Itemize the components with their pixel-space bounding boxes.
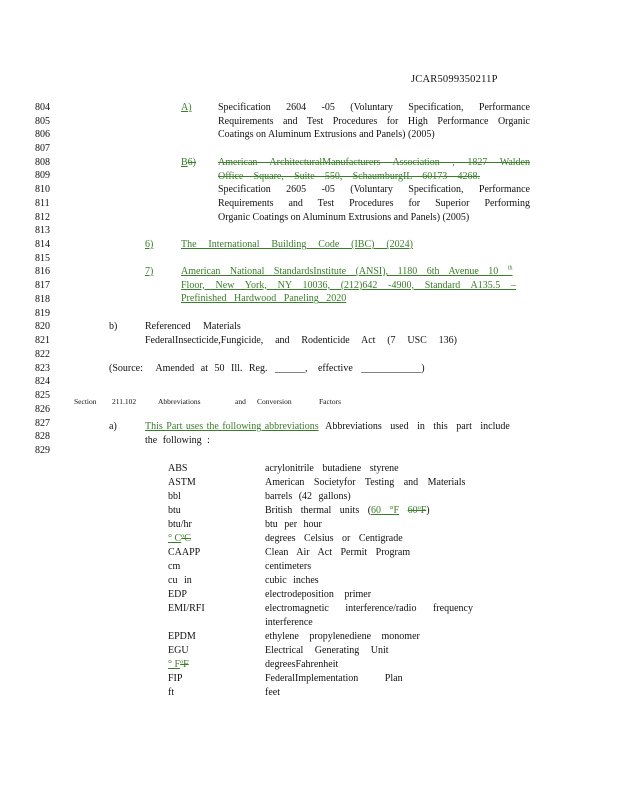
item-a-line: Coatings on Aluminum Extrusions and Panels) (2005) <box>218 129 435 141</box>
item-7-text <box>181 265 516 306</box>
abbr-term-inserted: ° C <box>168 533 182 544</box>
item-a-text <box>218 101 530 142</box>
abbr-definition: Clean Air Act Permit Program <box>265 547 411 558</box>
abbr-definition-line: interference <box>265 616 313 628</box>
line-number: 825 <box>35 390 50 401</box>
section-heading <box>74 395 342 409</box>
item-b-line: Specification 2605 -05 (Voluntary Specification, Performance <box>218 184 530 196</box>
line-number: 824 <box>35 376 50 387</box>
item-b-label-inserted: B <box>181 157 188 168</box>
line-number: 828 <box>35 431 50 442</box>
item-b-label-deleted: 6) <box>187 157 197 168</box>
item-a-label: A) <box>181 102 192 113</box>
line-number: 827 <box>35 418 50 429</box>
abbr-term: btu <box>168 505 181 516</box>
section-title-1: Abbreviations <box>158 397 201 406</box>
abbr-term: cm <box>168 561 181 572</box>
intro-inserted: This Part uses the following abbreviations <box>145 421 319 432</box>
abbr-definition: feet <box>265 687 280 698</box>
source-amended: Amended at 50 Ill. Reg. <box>155 363 268 374</box>
source-blank-1: ______ <box>274 363 305 374</box>
line-number: 819 <box>35 308 50 319</box>
source-close: ) <box>421 363 425 374</box>
abbr-term <box>168 532 191 546</box>
intro-line: the following : <box>145 434 210 446</box>
item-7-superscript: th <box>507 265 513 272</box>
source-note <box>109 362 425 376</box>
line-number: 822 <box>35 349 50 360</box>
abbr-term-deleted: ºC <box>181 533 191 544</box>
abbr-definition: acrylonitrile butadiene styrene <box>265 463 399 474</box>
line-number: 813 <box>35 225 50 236</box>
line-number: 806 <box>35 129 50 140</box>
line-number: 809 <box>35 170 50 181</box>
intro-label: a) <box>109 421 117 432</box>
abbr-definition <box>265 504 430 518</box>
line-number: 805 <box>35 116 50 127</box>
item-b-label <box>181 156 196 170</box>
abbr-definition: cubic inches <box>265 575 319 586</box>
abbr-definition <box>265 602 473 629</box>
line-number: 817 <box>35 280 50 291</box>
abbr-term-inserted: ° F <box>168 659 181 670</box>
referenced-label: b) <box>109 321 118 332</box>
abbr-definition: Electrical Generating Unit <box>265 645 389 656</box>
item-b-deleted-line: American ArchitecturalManufacturers Association , 1827 Walden <box>218 157 530 168</box>
line-number: 814 <box>35 239 50 250</box>
abbr-term: cu in <box>168 575 192 586</box>
abbr-term: ABS <box>168 463 188 474</box>
item-6-label: 6) <box>145 239 154 250</box>
abbr-term: ft <box>168 687 175 698</box>
abbr-definition-end: ) <box>426 505 430 516</box>
abbr-term: ASTM <box>168 477 196 488</box>
line-number: 812 <box>35 212 50 223</box>
item-b-line: Requirements and Test Procedures for Superior Performing <box>218 198 530 210</box>
referenced-line: FederalInsecticide,Fungicide, and Rodenticide Act (7 USC 136) <box>145 335 457 346</box>
document-id: JCAR5099350211P <box>411 74 498 85</box>
item-6-text <box>181 238 413 252</box>
abbr-definition: centimeters <box>265 561 312 572</box>
item-7-line: Floor, New York, NY 10036, (212)642 -4900, Standard A135.5 – <box>181 279 516 291</box>
item-6-line: The International Building Code (IBC) (2024) <box>181 239 413 250</box>
line-number: 811 <box>35 198 50 209</box>
line-number: 826 <box>35 404 50 415</box>
abbr-definition-text: British thermal units ( <box>265 505 372 516</box>
abbr-definition: degrees Celsius or Centigrade <box>265 533 403 544</box>
item-7-line <box>181 265 516 279</box>
abbr-term: EPDM <box>168 631 196 642</box>
abbr-term: EDP <box>168 589 187 600</box>
intro-text <box>145 420 530 447</box>
abbr-term-deleted: ºF <box>180 659 189 670</box>
section-title-3: Conversion <box>257 397 292 406</box>
source-prefix: (Source: <box>109 363 143 374</box>
abbr-definition: ethylene propylenediene monomer <box>265 631 420 642</box>
section-title-2: and <box>235 397 246 406</box>
section-number: 211.102 <box>112 397 137 406</box>
abbr-definition: degreesFahrenheit <box>265 659 339 670</box>
item-7-label: 7) <box>145 266 154 277</box>
abbr-term: FIP <box>168 673 183 684</box>
abbr-definition: FederalImplementation Plan <box>265 673 403 684</box>
abbr-definition-deleted: 60ºF <box>407 505 427 516</box>
line-number: 818 <box>35 294 50 305</box>
item-b-deleted-line: Office Square, Suite 550, SchaumburgIL 60173 4268. <box>218 170 480 182</box>
abbr-term: EMI/RFI <box>168 603 205 614</box>
section-label: Section <box>74 397 97 406</box>
line-number: 820 <box>35 321 50 332</box>
abbr-term: CAAPP <box>168 547 201 558</box>
intro-rest: Abbreviations used in this part include <box>325 421 510 432</box>
source-blank-2: ____________ <box>361 363 422 374</box>
line-number: 816 <box>35 266 50 277</box>
line-number: 815 <box>35 253 50 264</box>
item-b-line: Organic Coatings on Aluminum Extrusions and Panels) (2005) <box>218 211 470 223</box>
item-7-line: Prefinished Hardwood Paneling 2020 <box>181 293 347 305</box>
abbr-term: EGU <box>168 645 189 656</box>
line-number: 810 <box>35 184 50 195</box>
intro-line <box>145 420 530 434</box>
abbr-term: bbl <box>168 491 181 502</box>
abbr-definition: electrodeposition primer <box>265 589 372 600</box>
abbr-term: btu/hr <box>168 519 192 530</box>
section-title-4: Factors <box>319 397 342 406</box>
abbr-definition: American Societyfor Testing and Materials <box>265 477 466 488</box>
item-a-line: Specification 2604 -05 (Voluntary Specification, Performance <box>218 102 530 113</box>
referenced-text <box>145 334 457 348</box>
abbr-definition: barrels (42 gallons) <box>265 491 351 502</box>
abbr-definition: btu per hour <box>265 519 322 530</box>
abbr-definition-line: electromagnetic interference/radio frequency <box>265 603 473 614</box>
line-number: 823 <box>35 363 50 374</box>
item-7-line1: American National StandardsInstitute (ANSI), 1180 6th Avenue 10 <box>181 266 499 277</box>
line-number: 804 <box>35 102 50 113</box>
item-b-text <box>218 156 530 225</box>
referenced-title: Referenced Materials <box>145 321 241 332</box>
line-number: 808 <box>35 157 50 168</box>
line-number: 807 <box>35 143 50 154</box>
abbr-term <box>168 658 189 672</box>
abbr-definition-inserted: 60 °F <box>371 505 400 516</box>
line-number: 829 <box>35 445 50 456</box>
source-effective: , effective <box>304 363 353 374</box>
line-number: 821 <box>35 335 50 346</box>
item-a-line: Requirements and Test Procedures for High Performance Organic <box>218 115 530 127</box>
